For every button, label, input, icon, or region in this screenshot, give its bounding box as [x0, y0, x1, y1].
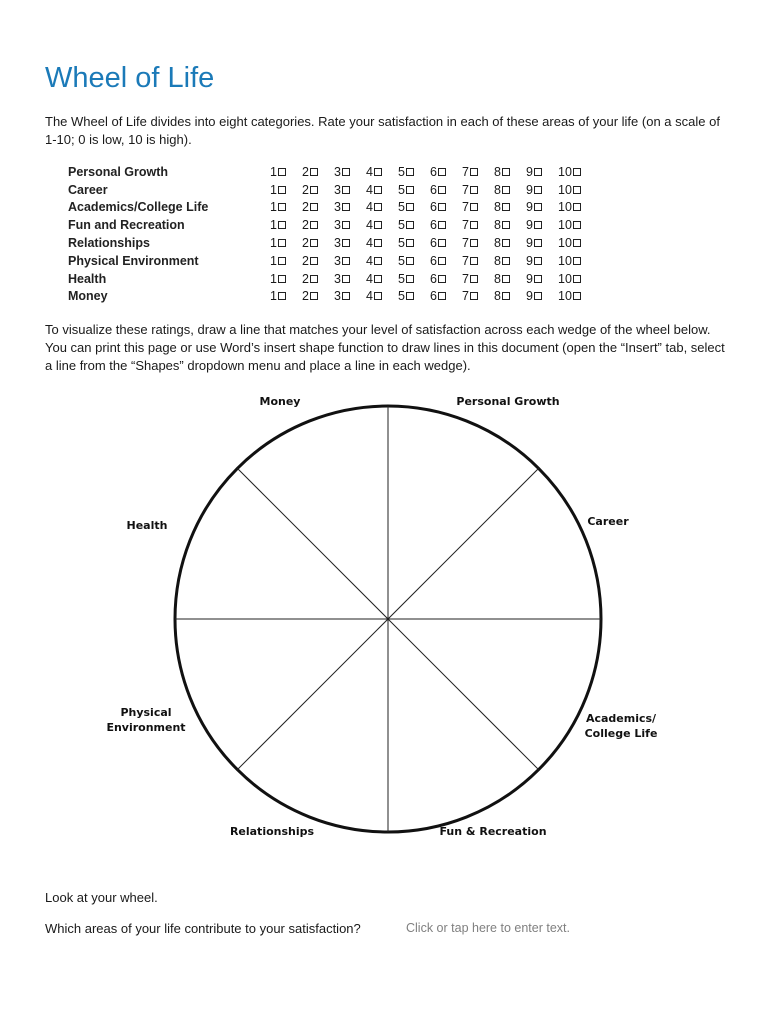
- rating-checkbox[interactable]: [406, 275, 414, 283]
- rating-checkbox[interactable]: [438, 239, 446, 247]
- rating-option-number: 5: [398, 236, 405, 251]
- rating-option[interactable]: [302, 289, 334, 303]
- rating-option-number: 2: [302, 253, 309, 268]
- rating-option-number: 6: [430, 253, 437, 268]
- rating-checkbox[interactable]: [534, 239, 542, 247]
- rating-checkbox[interactable]: [342, 275, 350, 283]
- rating-option-number: 6: [430, 289, 437, 304]
- rating-option-number: 7: [462, 200, 469, 215]
- rating-checkbox[interactable]: [534, 168, 542, 176]
- rating-option[interactable]: [366, 165, 398, 179]
- rating-option[interactable]: [398, 236, 430, 250]
- rating-option[interactable]: [270, 200, 302, 214]
- rating-category-label: Career: [68, 182, 108, 197]
- rating-checkbox[interactable]: [470, 257, 478, 265]
- rating-option[interactable]: [302, 218, 334, 232]
- rating-option[interactable]: [334, 272, 366, 286]
- rating-option[interactable]: [558, 254, 598, 268]
- rating-checkbox[interactable]: [438, 221, 446, 229]
- rating-checkbox[interactable]: [310, 186, 318, 194]
- rating-checkbox[interactable]: [278, 203, 286, 211]
- rating-options: [270, 289, 598, 303]
- rating-option[interactable]: [302, 165, 334, 179]
- wheel-label-academics-line2: College Life: [584, 727, 658, 740]
- rating-option[interactable]: [430, 165, 462, 179]
- rating-checkbox[interactable]: [438, 186, 446, 194]
- rating-option[interactable]: [430, 218, 462, 232]
- wheel-of-life-diagram[interactable]: [0, 380, 768, 850]
- rating-option-number: 3: [334, 236, 341, 251]
- rating-option-number: 6: [430, 218, 437, 233]
- rating-category-label: Money: [68, 289, 108, 304]
- rating-checkbox[interactable]: [470, 239, 478, 247]
- rating-checkbox[interactable]: [502, 221, 510, 229]
- rating-option-number: 9: [526, 253, 533, 268]
- rating-checkbox[interactable]: [573, 292, 581, 300]
- rating-option-number: 4: [366, 289, 373, 304]
- rating-option[interactable]: [270, 289, 302, 303]
- rating-checkbox[interactable]: [278, 239, 286, 247]
- rating-checkbox[interactable]: [573, 186, 581, 194]
- rating-option-number: 8: [494, 253, 501, 268]
- rating-row: [68, 252, 628, 270]
- rating-option-number: 8: [494, 164, 501, 179]
- rating-option[interactable]: [398, 254, 430, 268]
- rating-option-number: 7: [462, 164, 469, 179]
- rating-option-number: 9: [526, 218, 533, 233]
- rating-option-number: 2: [302, 236, 309, 251]
- rating-checkbox[interactable]: [502, 203, 510, 211]
- rating-checkbox[interactable]: [278, 292, 286, 300]
- rating-checkbox[interactable]: [470, 203, 478, 211]
- rating-option-number: 8: [494, 218, 501, 233]
- wheel[interactable]: [175, 406, 601, 832]
- rating-option-number: 1: [270, 200, 277, 215]
- rating-option-number: 8: [494, 289, 501, 304]
- rating-option[interactable]: [430, 254, 462, 268]
- rating-option-number: 10: [558, 218, 572, 233]
- rating-checkbox[interactable]: [534, 292, 542, 300]
- rating-checkbox[interactable]: [534, 186, 542, 194]
- rating-option[interactable]: [430, 236, 462, 250]
- rating-checkbox[interactable]: [406, 221, 414, 229]
- rating-option[interactable]: [366, 272, 398, 286]
- rating-option[interactable]: [558, 289, 598, 303]
- rating-checkbox[interactable]: [342, 257, 350, 265]
- rating-option[interactable]: [526, 289, 558, 303]
- rating-options: [270, 200, 598, 214]
- rating-option-number: 4: [366, 236, 373, 251]
- rating-checkbox[interactable]: [438, 292, 446, 300]
- rating-option-number: 8: [494, 182, 501, 197]
- rating-option-number: 4: [366, 271, 373, 286]
- rating-checkbox[interactable]: [374, 292, 382, 300]
- answer-text-field[interactable]: Click or tap here to enter text.: [406, 921, 570, 935]
- rating-checkbox[interactable]: [374, 275, 382, 283]
- rating-option[interactable]: [462, 200, 494, 214]
- rating-option-number: 7: [462, 218, 469, 233]
- rating-option[interactable]: [526, 272, 558, 286]
- rating-option-number: 7: [462, 236, 469, 251]
- rating-checkbox[interactable]: [534, 257, 542, 265]
- rating-option-number: 10: [558, 236, 572, 251]
- rating-option-number: 10: [558, 164, 572, 179]
- rating-option-number: 10: [558, 271, 572, 286]
- rating-option-number: 3: [334, 200, 341, 215]
- rating-option[interactable]: [334, 165, 366, 179]
- rating-checkbox[interactable]: [406, 257, 414, 265]
- rating-option[interactable]: [302, 183, 334, 197]
- rating-option[interactable]: [270, 236, 302, 250]
- rating-option-number: 5: [398, 182, 405, 197]
- rating-option-number: 3: [334, 164, 341, 179]
- rating-option-number: 1: [270, 182, 277, 197]
- rating-checkbox[interactable]: [310, 292, 318, 300]
- rating-option-number: 5: [398, 271, 405, 286]
- rating-option-number: 6: [430, 182, 437, 197]
- rating-checkbox[interactable]: [278, 186, 286, 194]
- rating-option[interactable]: [526, 200, 558, 214]
- rating-row: [68, 288, 628, 306]
- rating-checkbox[interactable]: [534, 203, 542, 211]
- rating-option-number: 1: [270, 253, 277, 268]
- rating-checkbox[interactable]: [573, 257, 581, 265]
- look-instruction: Look at your wheel.: [45, 890, 158, 905]
- rating-option-number: 4: [366, 200, 373, 215]
- rating-checkbox[interactable]: [374, 203, 382, 211]
- rating-checkbox[interactable]: [374, 186, 382, 194]
- satisfaction-question: Which areas of your life contribute to your satisfaction?: [45, 921, 361, 936]
- rating-option[interactable]: [302, 200, 334, 214]
- rating-option[interactable]: [398, 183, 430, 197]
- wheel-label-fun-recreation: Fun & Recreation: [439, 825, 547, 838]
- rating-option[interactable]: [526, 165, 558, 179]
- rating-checkbox[interactable]: [342, 221, 350, 229]
- rating-option-number: 1: [270, 236, 277, 251]
- rating-option-number: 7: [462, 182, 469, 197]
- rating-option-number: 7: [462, 253, 469, 268]
- rating-checkbox[interactable]: [406, 239, 414, 247]
- rating-checkbox[interactable]: [573, 203, 581, 211]
- rating-option-number: 3: [334, 218, 341, 233]
- rating-checkbox[interactable]: [470, 275, 478, 283]
- rating-option[interactable]: [270, 183, 302, 197]
- rating-checkbox[interactable]: [374, 257, 382, 265]
- rating-option-number: 6: [430, 271, 437, 286]
- rating-checkbox[interactable]: [573, 275, 581, 283]
- rating-option[interactable]: [334, 183, 366, 197]
- rating-options: [270, 218, 598, 232]
- rating-option-number: 4: [366, 218, 373, 233]
- rating-option-number: 2: [302, 271, 309, 286]
- rating-row: [68, 216, 628, 234]
- rating-option[interactable]: [526, 236, 558, 250]
- rating-checkbox[interactable]: [278, 221, 286, 229]
- rating-options: [270, 165, 598, 179]
- rating-option[interactable]: [526, 254, 558, 268]
- rating-checkbox[interactable]: [534, 275, 542, 283]
- rating-option[interactable]: [462, 289, 494, 303]
- rating-option-number: 1: [270, 218, 277, 233]
- rating-checkbox[interactable]: [278, 257, 286, 265]
- wheel-label-personal-growth: Personal Growth: [456, 395, 560, 408]
- rating-option-number: 2: [302, 164, 309, 179]
- rating-option-number: 3: [334, 271, 341, 286]
- rating-checkbox[interactable]: [342, 292, 350, 300]
- rating-option-number: 9: [526, 182, 533, 197]
- rating-option[interactable]: [398, 289, 430, 303]
- rating-checkbox[interactable]: [310, 168, 318, 176]
- rating-checkbox[interactable]: [573, 221, 581, 229]
- rating-option[interactable]: [398, 218, 430, 232]
- rating-option[interactable]: [462, 218, 494, 232]
- rating-option[interactable]: [558, 272, 598, 286]
- rating-option[interactable]: [270, 254, 302, 268]
- wheel-label-health: Health: [126, 519, 168, 532]
- rating-option-number: 10: [558, 182, 572, 197]
- rating-checkbox[interactable]: [502, 186, 510, 194]
- rating-checkbox[interactable]: [438, 203, 446, 211]
- rating-option[interactable]: [558, 218, 598, 232]
- rating-option-number: 1: [270, 164, 277, 179]
- rating-category-label: Academics/College Life: [68, 200, 209, 215]
- wheel-label-physical-line1: Physical: [120, 706, 172, 719]
- rating-checkbox[interactable]: [406, 186, 414, 194]
- rating-checkbox[interactable]: [310, 257, 318, 265]
- rating-option-number: 2: [302, 182, 309, 197]
- rating-checkbox[interactable]: [438, 168, 446, 176]
- rating-category-label: Physical Environment: [68, 253, 199, 268]
- rating-option-number: 9: [526, 289, 533, 304]
- rating-option[interactable]: [430, 183, 462, 197]
- rating-option-number: 7: [462, 289, 469, 304]
- rating-option-number: 8: [494, 236, 501, 251]
- rating-option[interactable]: [462, 236, 494, 250]
- rating-option-number: 2: [302, 289, 309, 304]
- rating-option-number: 5: [398, 164, 405, 179]
- rating-checkbox[interactable]: [470, 168, 478, 176]
- rating-option-number: 8: [494, 271, 501, 286]
- rating-checkbox[interactable]: [278, 168, 286, 176]
- rating-option[interactable]: [462, 272, 494, 286]
- rating-row: [68, 199, 628, 217]
- rating-option[interactable]: [334, 236, 366, 250]
- rating-option-number: 6: [430, 200, 437, 215]
- rating-option-number: 10: [558, 200, 572, 215]
- rating-option[interactable]: [302, 272, 334, 286]
- rating-category-label: Relationships: [68, 236, 150, 251]
- rating-option-number: 1: [270, 271, 277, 286]
- rating-option-number: 5: [398, 253, 405, 268]
- rating-option[interactable]: [558, 200, 598, 214]
- page-title: Wheel of Life: [45, 62, 215, 94]
- rating-option-number: 5: [398, 218, 405, 233]
- rating-option[interactable]: [270, 165, 302, 179]
- rating-checkbox[interactable]: [374, 239, 382, 247]
- rating-checkbox[interactable]: [406, 292, 414, 300]
- rating-checkbox[interactable]: [310, 275, 318, 283]
- rating-option[interactable]: [494, 236, 526, 250]
- rating-option-number: 5: [398, 289, 405, 304]
- rating-option[interactable]: [558, 165, 598, 179]
- rating-option[interactable]: [366, 200, 398, 214]
- rating-option[interactable]: [558, 236, 598, 250]
- rating-option-number: 9: [526, 200, 533, 215]
- rating-option-number: 8: [494, 200, 501, 215]
- rating-option-number: 2: [302, 200, 309, 215]
- rating-option[interactable]: [334, 200, 366, 214]
- rating-option-number: 9: [526, 164, 533, 179]
- rating-option[interactable]: [494, 218, 526, 232]
- rating-option[interactable]: [526, 218, 558, 232]
- rating-checkbox[interactable]: [342, 203, 350, 211]
- rating-option[interactable]: [462, 183, 494, 197]
- rating-row: [68, 234, 628, 252]
- rating-option[interactable]: [430, 200, 462, 214]
- rating-checkbox[interactable]: [438, 275, 446, 283]
- rating-option-number: 6: [430, 236, 437, 251]
- rating-checkbox[interactable]: [278, 275, 286, 283]
- rating-option-number: 4: [366, 164, 373, 179]
- ratings-table: [68, 163, 628, 305]
- rating-checkbox[interactable]: [438, 257, 446, 265]
- rating-option[interactable]: [366, 183, 398, 197]
- rating-category-label: Health: [68, 271, 107, 286]
- rating-option-number: 1: [270, 289, 277, 304]
- rating-option[interactable]: [334, 218, 366, 232]
- rating-options: [270, 183, 598, 197]
- rating-checkbox[interactable]: [310, 203, 318, 211]
- rating-option-number: 3: [334, 289, 341, 304]
- rating-checkbox[interactable]: [310, 221, 318, 229]
- rating-option-number: 5: [398, 200, 405, 215]
- rating-option[interactable]: [366, 236, 398, 250]
- rating-option[interactable]: [430, 272, 462, 286]
- rating-checkbox[interactable]: [534, 221, 542, 229]
- intro-paragraph: The Wheel of Life divides into eight categories. Rate your satisfaction in each of these areas of your life (on a scale of 1-10; 0 is low, 10 is high).: [45, 114, 720, 147]
- rating-category-label: Fun and Recreation: [68, 218, 185, 233]
- rating-option[interactable]: [494, 289, 526, 303]
- rating-options: [270, 254, 598, 268]
- rating-option-number: 4: [366, 182, 373, 197]
- rating-option[interactable]: [494, 272, 526, 286]
- rating-option-number: 3: [334, 182, 341, 197]
- rating-option[interactable]: [270, 272, 302, 286]
- rating-checkbox[interactable]: [310, 239, 318, 247]
- rating-options: [270, 236, 598, 250]
- rating-option[interactable]: [398, 165, 430, 179]
- rating-checkbox[interactable]: [502, 257, 510, 265]
- wheel-label-physical-line2: Environment: [106, 721, 186, 734]
- rating-option[interactable]: [398, 200, 430, 214]
- wheel-label-academics-line1: Academics/: [585, 712, 657, 725]
- rating-option[interactable]: [494, 165, 526, 179]
- rating-checkbox[interactable]: [573, 168, 581, 176]
- rating-option-number: 10: [558, 289, 572, 304]
- rating-option[interactable]: [430, 289, 462, 303]
- rating-option-number: 7: [462, 271, 469, 286]
- rating-checkbox[interactable]: [374, 221, 382, 229]
- rating-checkbox[interactable]: [406, 203, 414, 211]
- rating-option[interactable]: [334, 254, 366, 268]
- visualize-instructions: To visualize these ratings, draw a line that matches your level of satisfaction across each wedge of the wheel below. You can print this page or use Word’s insert shape function to draw lines in this document (open the “Insert” tab, select a line from the “Shapes” dropdown menu and place a line in each wedge).: [45, 322, 725, 373]
- rating-option[interactable]: [462, 254, 494, 268]
- rating-option[interactable]: [494, 254, 526, 268]
- rating-option-number: 3: [334, 253, 341, 268]
- rating-option[interactable]: [366, 254, 398, 268]
- rating-checkbox[interactable]: [470, 292, 478, 300]
- rating-row: [68, 181, 628, 199]
- rating-checkbox[interactable]: [502, 239, 510, 247]
- rating-category-label: Personal Growth: [68, 164, 169, 179]
- wheel-label-relationships: Relationships: [229, 825, 315, 838]
- rating-option-number: 4: [366, 253, 373, 268]
- rating-options: [270, 272, 598, 286]
- rating-option-number: 9: [526, 271, 533, 286]
- wheel-label-money: Money: [259, 395, 301, 408]
- wheel-label-career: Career: [587, 515, 629, 528]
- rating-option[interactable]: [526, 183, 558, 197]
- rating-checkbox[interactable]: [502, 168, 510, 176]
- rating-option[interactable]: [270, 218, 302, 232]
- rating-checkbox[interactable]: [502, 275, 510, 283]
- rating-option[interactable]: [334, 289, 366, 303]
- rating-checkbox[interactable]: [470, 221, 478, 229]
- rating-option[interactable]: [366, 289, 398, 303]
- rating-option-number: 2: [302, 218, 309, 233]
- rating-checkbox[interactable]: [342, 168, 350, 176]
- rating-row: [68, 270, 628, 288]
- rating-option[interactable]: [302, 236, 334, 250]
- rating-checkbox[interactable]: [342, 239, 350, 247]
- rating-option-number: 10: [558, 253, 572, 268]
- rating-option[interactable]: [462, 165, 494, 179]
- rating-checkbox[interactable]: [342, 186, 350, 194]
- rating-row: [68, 163, 628, 181]
- rating-option-number: 9: [526, 236, 533, 251]
- rating-option[interactable]: [398, 272, 430, 286]
- rating-checkbox[interactable]: [374, 168, 382, 176]
- rating-checkbox[interactable]: [502, 292, 510, 300]
- rating-option[interactable]: [302, 254, 334, 268]
- rating-option[interactable]: [494, 200, 526, 214]
- rating-option[interactable]: [494, 183, 526, 197]
- rating-option[interactable]: [366, 218, 398, 232]
- rating-option-number: 6: [430, 164, 437, 179]
- rating-checkbox[interactable]: [406, 168, 414, 176]
- rating-checkbox[interactable]: [470, 186, 478, 194]
- rating-option[interactable]: [558, 183, 598, 197]
- rating-checkbox[interactable]: [573, 239, 581, 247]
